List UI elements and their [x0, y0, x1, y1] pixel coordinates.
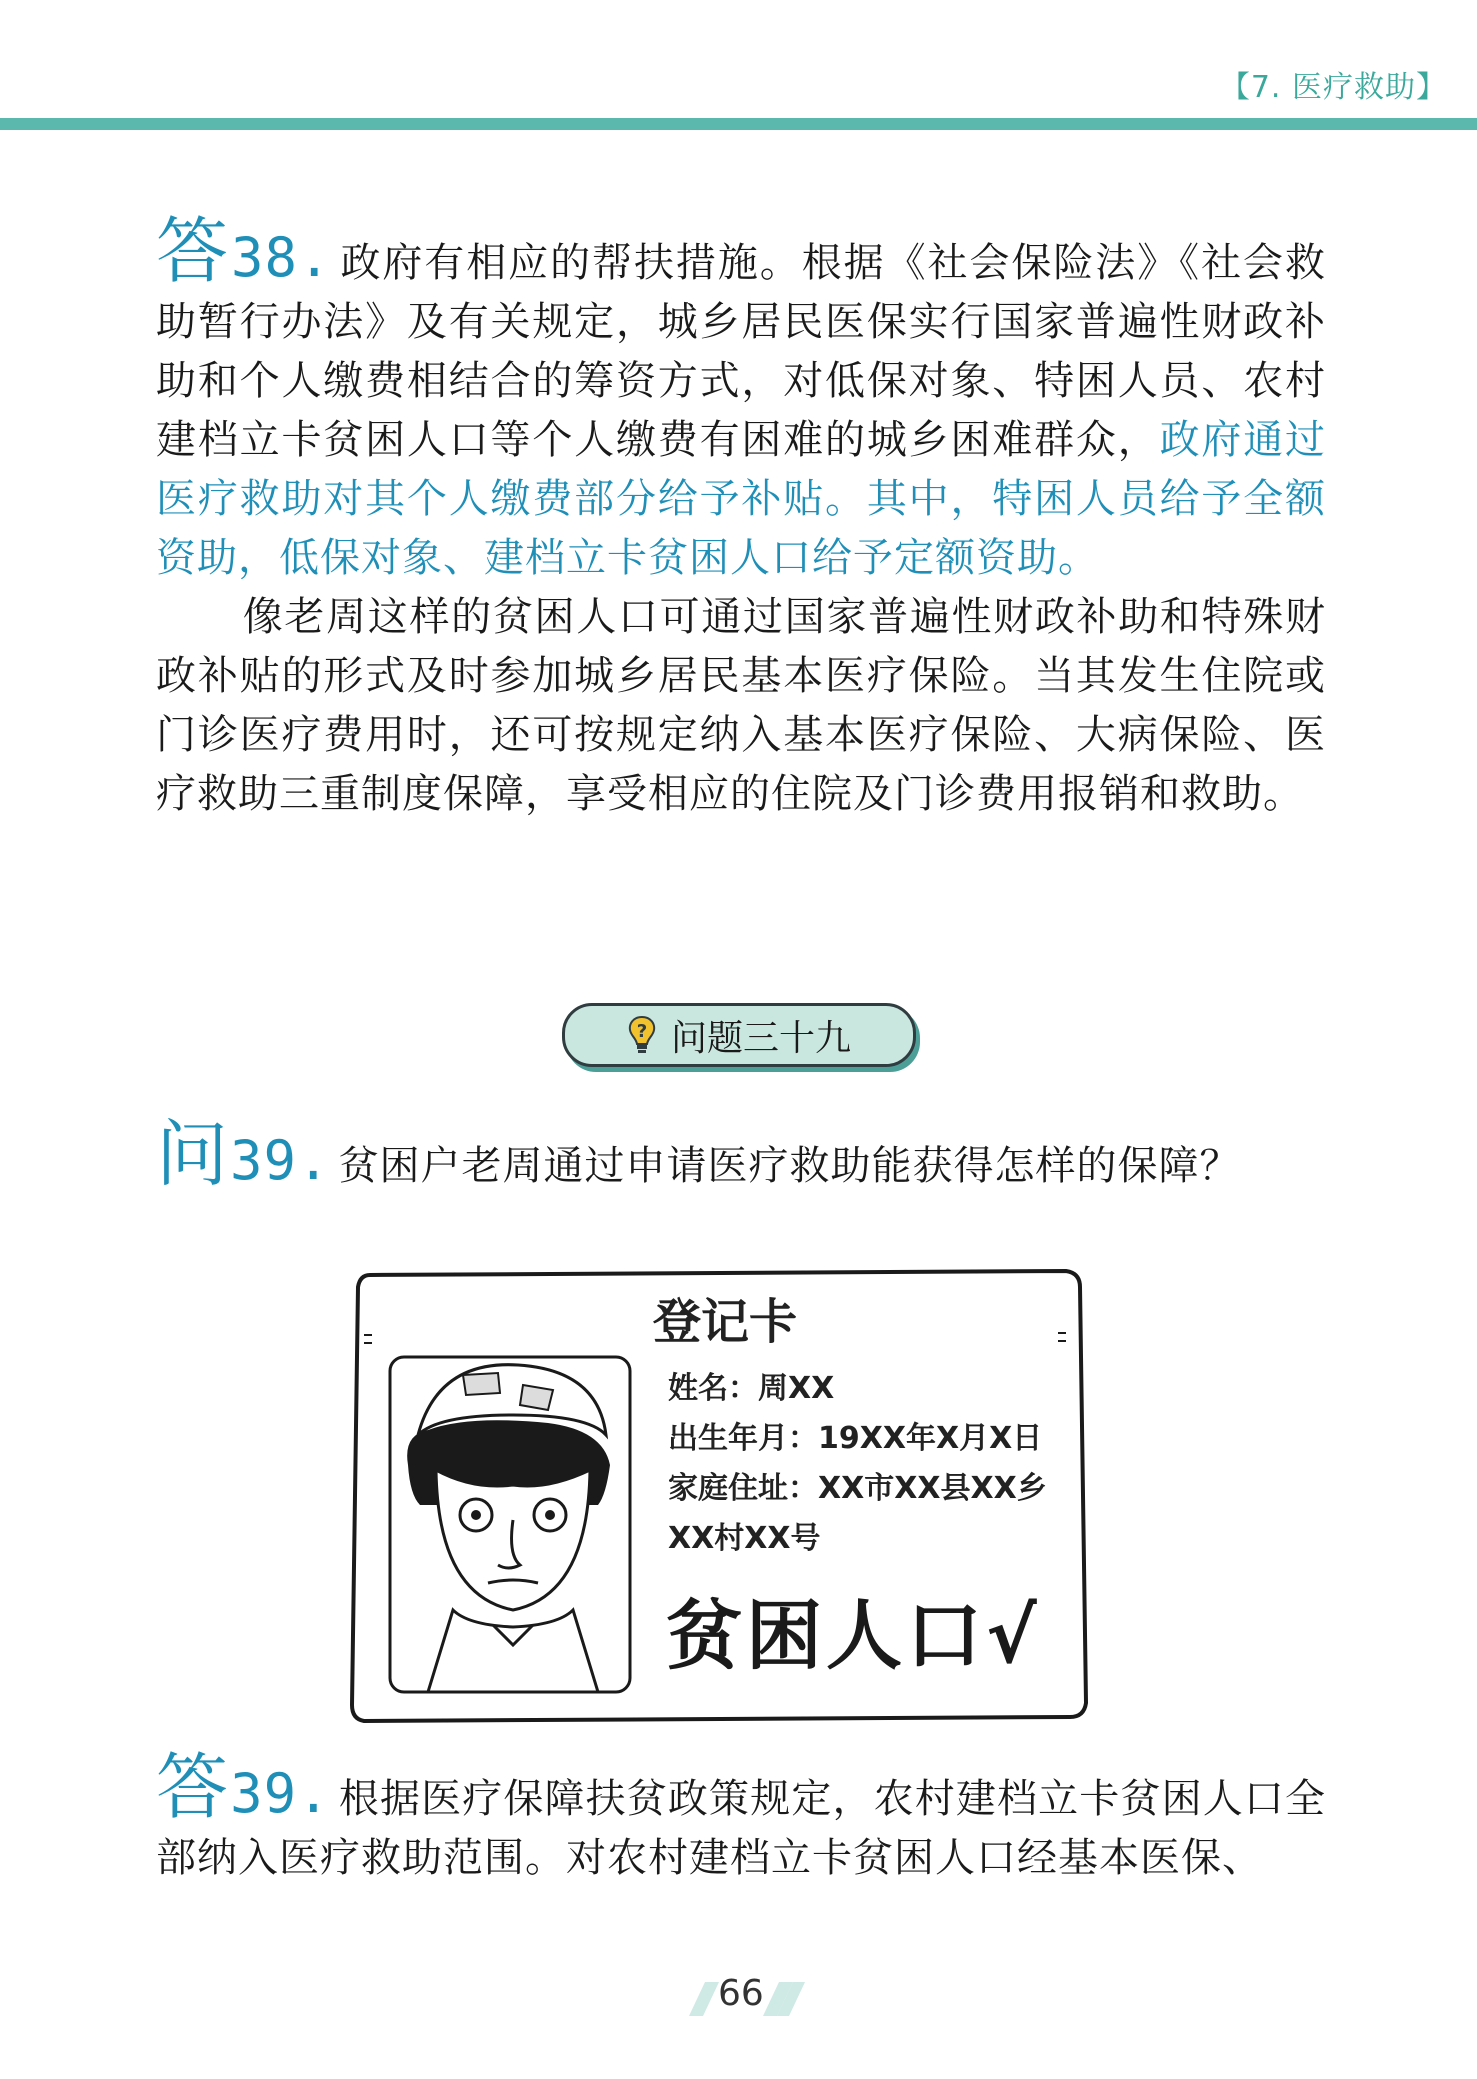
- header-rule: [0, 118, 1477, 130]
- answer-38-paragraph-1: [156, 209, 1327, 588]
- question-39-block: [156, 1112, 1326, 1196]
- answer-38-block: [156, 209, 1327, 824]
- card-title: 登记卡: [653, 1294, 798, 1350]
- answer-lead-char: 答: [156, 209, 231, 293]
- card-birth-line: 出生年月：19XX年X月X日: [668, 1421, 1043, 1456]
- page-number: 66: [718, 1973, 764, 2014]
- answer-39-block: [156, 1745, 1326, 1888]
- question-badge: [562, 1003, 916, 1067]
- svg-text:?: ?: [636, 1021, 648, 1042]
- question-badge-label: 问题三十九: [670, 1017, 851, 1059]
- lightbulb-question-icon: [627, 1014, 657, 1056]
- question-number: 39.: [230, 1129, 331, 1192]
- question-lead-char: 问: [156, 1112, 231, 1196]
- card-poverty-stamp: 贫困人口√: [666, 1591, 1041, 1680]
- card-address-line-2: XX村XX号: [668, 1521, 821, 1556]
- card-address-line-1: 家庭住址：XX市XX县XX乡: [668, 1471, 1047, 1506]
- question-39-text: 贫困户老周通过申请医疗救助能获得怎样的保障？: [338, 1143, 1241, 1189]
- answer-38-highlight: 政府通过医疗救助对其个人缴费部分给予补贴。其中，特困人员给予全额资助，低保对象、建档立卡贫困人口给予定额资助。: [156, 417, 1327, 581]
- answer-lead-char: 答: [156, 1745, 231, 1829]
- answer-39-text: 根据医疗保障扶贫政策规定，农村建档立卡贫困人口全部纳入医疗救助范围。对农村建档立卡贫困人口经基本医保、: [156, 1776, 1326, 1881]
- answer-38-text: 政府有相应的帮扶措施。根据《社会保险法》《社会救助暂行办法》及有关规定，城乡居民医保实行国家普遍性财政补助和个人缴费相结合的筹资方式，对低保对象、特困人员、农村建档立卡贫困人口等个人缴费有困难的城乡困难群众，: [156, 240, 1326, 463]
- section-tag: 【7. 医疗救助】: [1219, 70, 1447, 105]
- answer-38-paragraph-2: [156, 588, 1326, 824]
- registration-card: [348, 1265, 1088, 1725]
- answer-number: 39.: [230, 1762, 331, 1825]
- card-name-line: 姓名：周XX: [668, 1371, 835, 1406]
- answer-number: 38.: [230, 226, 332, 289]
- answer-38-paragraph-2-text: 像老周这样的贫困人口可通过国家普遍性财政补助和特殊财政补贴的形式及时参加城乡居民基本医疗保险。当其发生住院或门诊医疗费用时，还可按规定纳入基本医疗保险、大病保险、医疗救助三重制度保障，享受相应的住院及门诊费用报销和救助。: [156, 594, 1326, 817]
